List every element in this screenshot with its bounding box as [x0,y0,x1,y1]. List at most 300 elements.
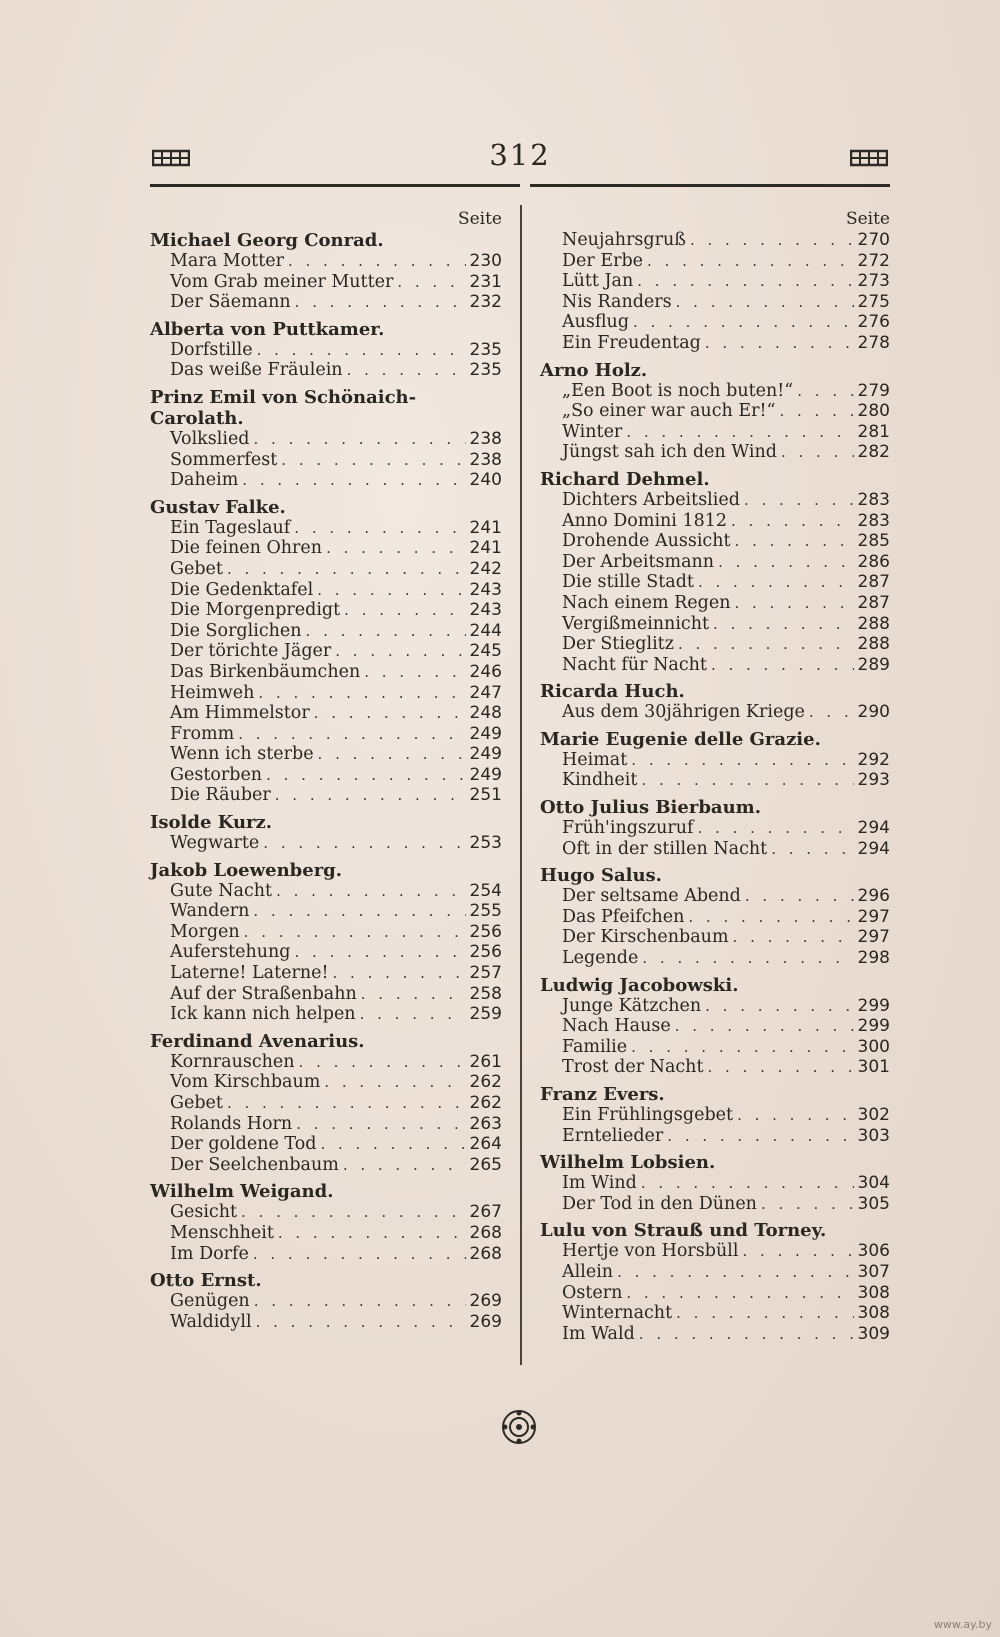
entry-title: Laterne! Laterne! [170,963,329,984]
toc-entry [150,984,502,1005]
dot-leader [275,785,466,806]
entry-page: 273 [857,271,890,292]
entry-page: 249 [469,744,502,765]
dot-leader [296,1114,465,1135]
entry-page: 268 [469,1222,502,1243]
toc-entry [540,230,890,251]
dot-leader [333,963,466,984]
entry-title: Ein Freudentag [562,332,701,353]
entry-title: Der Kirschenbaum [562,927,729,948]
entry-page: 286 [857,551,890,572]
page-number: 312 [489,138,551,172]
entry-title: Gebet [170,558,223,579]
entry-title: Dichters Arbeitslied [562,489,740,510]
toc-entry [150,922,502,943]
author-heading: Ferdinand Avenarius. [150,1030,365,1052]
toc-entry [150,1312,502,1333]
dot-leader [257,340,466,361]
entry-title: Aus dem 30jährigen Kriege [562,702,805,723]
toc-entry [150,881,502,902]
dot-leader [256,1312,466,1333]
dot-leader [641,1173,854,1194]
entry-title: Der Seelchenbaum [170,1154,339,1175]
entry-title: Oft in der stillen Nacht [562,838,768,859]
dot-leader [667,1126,853,1147]
entry-title: Der Arbeitsmann [562,551,715,572]
toc-entry [540,1324,890,1345]
toc-entry [540,907,890,928]
toc-entry [540,333,890,354]
dot-leader [771,839,853,860]
toc-entry [540,948,890,969]
dot-leader [690,230,854,251]
entry-page: 241 [469,538,502,559]
toc-entry [540,1126,890,1147]
entry-page: 243 [469,600,502,621]
entry-title: Die Gedenktafel [170,579,314,600]
toc-entry [150,833,502,854]
dot-leader [705,333,854,354]
toc-entry [150,1244,502,1265]
entry-page: 259 [469,1004,502,1025]
entry-page: 282 [857,442,890,463]
toc-entry [540,531,890,552]
author-heading: Wilhelm Lobsien. [540,1152,716,1174]
dot-leader [258,683,465,704]
toc-entry [150,450,502,471]
dot-leader [745,886,854,907]
entry-title: Ein Tageslauf [170,517,291,538]
toc-entry [540,593,890,614]
entry-title: Der Tod in den Dünen [562,1193,757,1214]
entry-title: Familie [562,1036,628,1057]
entry-page: 276 [857,312,890,333]
entry-title: Vergißmeinnicht [562,613,710,634]
entry-page: 296 [857,886,890,907]
entry-page: 268 [469,1243,502,1264]
dot-leader [735,531,854,552]
entry-page: 309 [857,1323,890,1344]
entry-title: Vom Grab meiner Mutter [170,271,394,292]
toc-entry [150,292,502,313]
toc-entry [150,662,502,683]
dot-leader [324,1072,465,1093]
entry-page: 283 [857,489,890,510]
toc-entry [150,470,502,491]
toc-entry [150,724,502,745]
entry-title: Rolands Horn [170,1113,293,1134]
entry-page: 265 [469,1154,502,1175]
toc-entry [540,1262,890,1283]
entry-page: 247 [469,682,502,703]
entry-page: 272 [857,250,890,271]
toc-entry [540,839,890,860]
entry-page: 243 [469,579,502,600]
entry-page: 253 [469,833,502,854]
author-heading: Ludwig Jacobowski. [540,974,739,996]
entry-page: 294 [857,818,890,839]
author-heading: Prinz Emil von Schönaich- Carolath. [150,386,417,429]
dot-leader [676,292,854,313]
dot-leader [281,450,465,471]
entry-page: 285 [857,531,890,552]
entry-page: 249 [469,723,502,744]
dot-leader [227,559,466,580]
entry-page: 245 [469,641,502,662]
toc-entry [150,360,502,381]
dot-leader [713,614,854,635]
toc-entry [540,702,890,723]
toc-entry [540,381,890,402]
dot-leader [295,942,466,963]
dot-leader [742,1241,853,1262]
dot-leader [266,765,465,786]
entry-title: Ausflug [562,312,630,333]
dot-leader [253,1244,466,1265]
entry-title: Nach Hause [562,1016,671,1037]
entry-title: Heimweh [170,682,255,703]
entry-title: Nis Randers [562,291,672,312]
toc-entry [150,600,502,621]
entry-title: Gebet [170,1093,223,1113]
toc-entry [540,1283,890,1304]
toc-entry [150,429,502,450]
dot-leader [295,292,466,313]
dot-leader [244,922,466,943]
dot-leader [761,1194,854,1215]
toc-entry [540,251,890,272]
toc-entry [150,538,502,559]
toc-entry [150,963,502,984]
dot-leader [263,833,465,854]
entry-title: Jüngst sah ich den Wind [562,442,777,463]
entry-page: 241 [469,517,502,538]
dot-leader [688,907,853,928]
dot-leader [343,1155,466,1176]
entry-page: 255 [469,901,502,922]
dot-leader [698,572,854,593]
entry-title: Hertje von Horsbüll [562,1241,739,1262]
dot-leader [254,1291,466,1312]
entry-title: Wegwarte [170,833,260,854]
entry-page: 270 [857,230,890,250]
entry-page: 293 [857,770,890,791]
page-header [150,128,890,178]
dot-leader [678,634,854,655]
toc-entry [540,490,890,511]
header-rule-left [150,184,520,187]
entry-title: Gestorben [170,764,263,785]
entry-page: 287 [857,572,890,593]
entry-page: 256 [469,921,502,942]
right-column [540,208,890,1344]
toc-entry [540,655,890,676]
toc-entry [540,886,890,907]
entry-page: 246 [469,661,502,682]
dot-leader [364,662,465,683]
dot-leader [361,984,466,1005]
dot-leader [306,621,466,642]
dot-leader [631,1037,853,1058]
toc-entry [540,634,890,655]
entry-page: 297 [857,927,890,948]
entry-page: 278 [857,332,890,353]
entry-page: 257 [469,963,502,984]
toc-entry [150,1202,502,1223]
entry-title: Winter [562,421,623,442]
toc-entry [150,1052,502,1073]
dot-leader [227,1093,466,1114]
toc-entry [150,1134,502,1155]
dot-leader [641,770,853,791]
author-heading: Marie Eugenie delle Grazie. [540,728,821,750]
author-heading: Gustav Falke. [150,496,286,518]
dot-leader [238,724,465,745]
entry-title: Der Stieglitz [562,634,674,655]
toc-entry [150,518,502,539]
author-heading: Jakob Loewenberg. [150,859,343,881]
entry-title: Fromm [170,723,235,744]
entry-title: Das weiße Fräulein [170,360,343,381]
toc-entry [150,942,502,963]
author-heading: Hugo Salus. [540,865,662,887]
dot-leader [320,1134,465,1155]
dot-leader [326,538,465,559]
dot-leader [731,511,854,532]
entry-title: Daheim [170,470,239,491]
toc-entry [540,1241,890,1262]
entry-title: Die stille Stadt [562,572,694,593]
toc-entry [540,614,890,635]
dot-leader [642,948,853,969]
toc-entry [540,1303,890,1324]
toc-entry [150,901,502,922]
toc-entry [540,401,890,422]
toc-entry [540,442,890,463]
seite-label: Seite [457,209,502,229]
dot-leader [288,251,466,272]
toc-entry [150,1004,502,1025]
dot-leader [708,1057,854,1078]
ornament-right-icon [850,148,888,168]
entry-page: 267 [469,1202,502,1223]
entry-title: Der Erbe [562,250,644,271]
entry-title: Waldidyll [170,1311,252,1332]
dot-leader [253,901,465,922]
dot-leader [397,272,465,293]
dot-leader [314,703,466,724]
dot-leader [317,580,465,601]
entry-title: Die Sorglichen [170,620,302,641]
entry-title: Der goldene Tod [170,1134,317,1155]
entry-title: Früh'ingszuruf [562,818,694,839]
watermark: www.ay.by [933,1618,992,1631]
toc-entry [150,621,502,642]
entry-page: 307 [857,1261,890,1282]
entry-page: 297 [857,906,890,927]
author-heading: Otto Ernst. [150,1270,262,1292]
entry-page: 235 [469,360,502,381]
toc-entry [150,785,502,806]
entry-page: 261 [469,1051,502,1072]
entry-page: 242 [469,558,502,579]
entry-title: Im Wind [562,1173,637,1194]
toc-entry [540,1016,890,1037]
toc-entry [150,272,502,293]
toc-entry [540,818,890,839]
entry-page: 230 [469,251,502,271]
dot-leader [705,996,853,1017]
entry-page: 299 [857,995,890,1016]
entry-page: 306 [857,1241,890,1262]
toc-entry [540,770,890,791]
entry-title: Vom Kirschbaum [170,1072,321,1093]
dot-leader [617,1262,853,1283]
column-divider [520,205,522,1365]
rosette-ornament-icon [500,1408,538,1446]
toc-entry [540,927,890,948]
dot-leader [698,818,854,839]
dot-leader [781,442,854,463]
author-heading: Otto Julius Bierbaum. [540,797,761,819]
entry-page: 238 [469,449,502,470]
entry-title: Ick kann nich helpen [170,1004,356,1025]
entry-title: Am Himmelstor [170,703,310,724]
entry-page: 281 [857,421,890,442]
dot-leader [711,655,854,676]
dot-leader [733,927,854,948]
dot-leader [779,401,853,422]
entry-title: Wenn ich sterbe [170,744,314,765]
entry-page: 290 [857,702,890,723]
entry-title: Ein Frühlingsgebet [562,1105,734,1125]
entry-title: Ostern [562,1282,623,1303]
entry-title: Volkslied [170,428,250,449]
entry-title: Kornrauschen [170,1051,295,1072]
toc-entry [150,1072,502,1093]
entry-title: Allein [562,1261,614,1282]
entry-title: Nacht für Nacht [562,654,707,675]
entry-title: Der törichte Jäger [170,641,332,662]
dot-leader [242,470,465,491]
entry-page: 292 [857,749,890,770]
dot-leader [299,1052,466,1073]
dot-leader [744,490,854,511]
dot-leader [637,271,853,292]
entry-page: 248 [469,703,502,724]
entry-title: Heimat [562,749,628,770]
entry-title: Im Wald [562,1323,635,1344]
toc-entry [150,1114,502,1135]
entry-page: 294 [857,838,890,859]
dot-leader [633,312,854,333]
entry-page: 264 [469,1134,502,1155]
toc-entry [150,765,502,786]
author-heading: Richard Dehmel. [540,468,710,490]
entry-title: Im Dorfe [170,1243,249,1264]
dot-leader [347,360,466,381]
toc-entry [150,744,502,765]
entry-page: 262 [469,1093,502,1113]
dot-leader [797,381,853,402]
entry-title: Neujahrsgruß [562,230,686,250]
dot-leader [335,641,465,662]
entry-page: 288 [857,634,890,655]
seite-label: Seite [845,209,890,229]
entry-page: 287 [857,592,890,613]
author-heading: Isolde Kurz. [150,812,273,834]
entry-page: 240 [469,470,502,491]
entry-title: Anno Domini 1812 [562,510,728,531]
author-heading: Wilhelm Weigand. [150,1181,334,1203]
entry-page: 283 [857,510,890,531]
entry-title: Gesicht [170,1202,238,1223]
entry-title: Legende [562,948,639,969]
dot-leader [278,1223,466,1244]
entry-title: Der seltsame Abend [562,886,741,907]
entry-page: 258 [469,983,502,1004]
entry-title: Mara Motter [170,251,284,271]
entry-page: 298 [857,948,890,969]
entry-title: Auferstehung [170,942,291,963]
entry-page: 256 [469,942,502,963]
entry-page: 303 [857,1125,890,1146]
toc-entry [540,312,890,333]
toc-entry [540,511,890,532]
author-heading: Lulu von Strauß und Torney. [540,1220,827,1242]
author-heading: Ricarda Huch. [540,681,685,703]
entry-title: „So einer war auch Er!“ [562,401,776,422]
dot-leader [241,1202,466,1223]
entry-title: Menschheit [170,1222,274,1243]
entry-title: Lütt Jan [562,271,634,292]
dot-leader [631,750,853,771]
toc-entry [540,750,890,771]
entry-title: Winternacht [562,1303,673,1324]
entry-page: 249 [469,764,502,785]
entry-title: Auf der Straßenbahn [170,983,357,1004]
left-column [150,208,502,1332]
toc-entry [540,572,890,593]
entry-page: 302 [857,1105,890,1125]
entry-title: Die Morgenpredigt [170,600,341,621]
toc-entry [150,1155,502,1176]
toc-entry [540,552,890,573]
entry-title: „Een Boot is noch buten!“ [562,380,794,401]
toc-entry [150,1223,502,1244]
header-rule-right [530,184,890,187]
entry-page: 231 [469,271,502,292]
entry-page: 235 [469,339,502,360]
dot-leader [737,1105,853,1126]
entry-page: 269 [469,1291,502,1312]
toc-entry [150,703,502,724]
entry-title: Die feinen Ohren [170,538,323,559]
entry-title: Das Birkenbäumchen [170,661,361,682]
entry-page: 280 [857,401,890,422]
toc-entry [150,1093,502,1114]
entry-page: 301 [857,1057,890,1078]
entry-title: Nach einem Regen [562,592,731,613]
entry-title: Morgen [170,921,240,942]
dot-leader [318,744,466,765]
entry-title: Sommerfest [170,449,278,470]
entry-title: Trost der Nacht [562,1057,704,1078]
dot-leader [718,552,853,573]
dot-leader [276,881,465,902]
toc-entry [540,1105,890,1126]
toc-entry [150,641,502,662]
